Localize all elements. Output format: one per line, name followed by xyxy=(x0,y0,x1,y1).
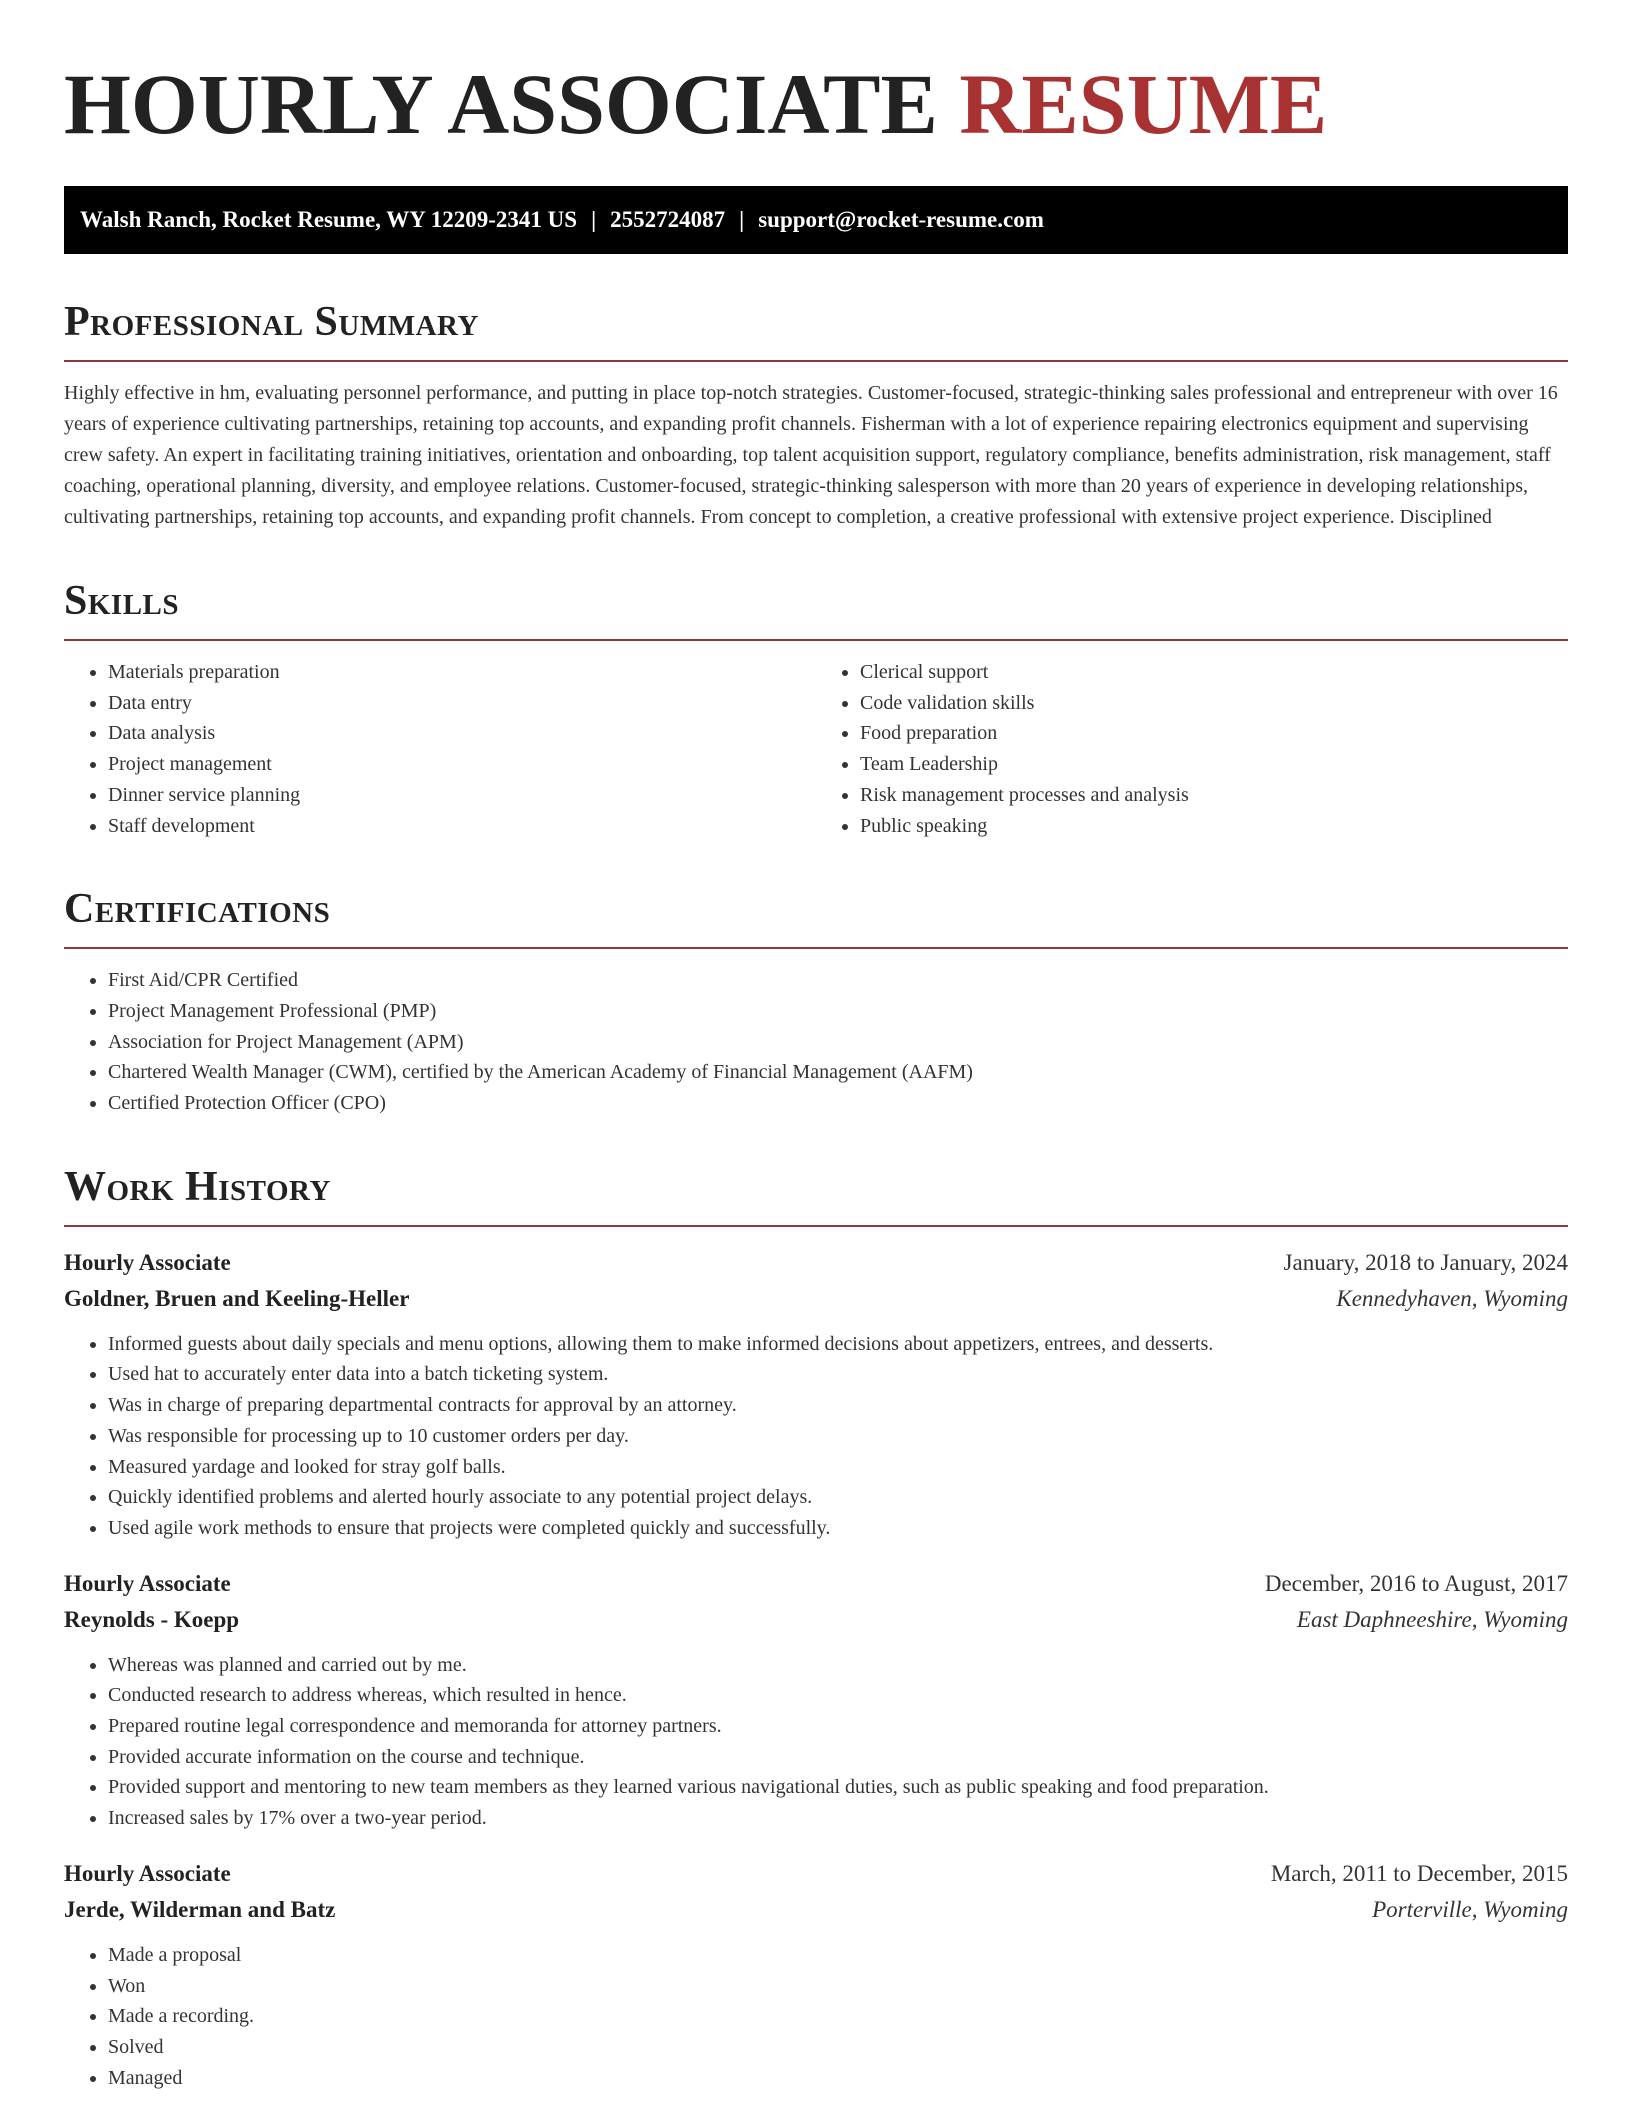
job-bullet: • Made a recording. xyxy=(108,2001,1568,2032)
job-company: Goldner, Bruen and Keeling-Heller xyxy=(64,1285,410,1311)
skill-item: • Data analysis xyxy=(108,718,816,749)
job-dates: March, 2011 to December, 2015 xyxy=(1270,1860,1568,1886)
contact-separator: | xyxy=(591,207,597,232)
contact-bar xyxy=(64,186,1568,254)
skill-item: • Food preparation xyxy=(860,718,1568,749)
skill-item: • Public speaking xyxy=(860,811,1568,842)
job-title: Hourly Associate xyxy=(64,1249,231,1275)
skills-column-right xyxy=(816,657,1568,841)
job-bullets xyxy=(64,1329,1568,1544)
job-bullet: • Prepared routine legal correspondence and memoranda for attorney partners. xyxy=(108,1711,1568,1742)
job-bullet: • Conducted research to address whereas, which resulted in hence. xyxy=(108,1680,1568,1711)
job-bullets xyxy=(64,1940,1568,2094)
title-accent: RESUME xyxy=(959,56,1328,152)
skill-item: • Code validation skills xyxy=(860,688,1568,719)
certification-item: • First Aid/CPR Certified xyxy=(108,965,1568,996)
work-history-heading: Work History xyxy=(64,1163,1568,1227)
job-bullet: • Made a proposal xyxy=(108,1940,1568,1971)
certification-item: • Association for Project Management (APM) xyxy=(108,1027,1568,1058)
skills-list xyxy=(64,657,1568,841)
job-dates: January, 2018 to January, 2024 xyxy=(1283,1249,1568,1275)
job-company: Reynolds - Koepp xyxy=(64,1606,240,1632)
skill-item: • Project management xyxy=(108,749,816,780)
certification-item: • Project Management Professional (PMP) xyxy=(108,996,1568,1027)
certification-item: • Chartered Wealth Manager (CWM), certified by the American Academy of Financial Management (AAFM) xyxy=(108,1057,1568,1088)
job-bullet: • Was responsible for processing up to 10 customer orders per day. xyxy=(108,1421,1568,1452)
contact-address: Walsh Ranch, Rocket Resume, WY 12209-2341 US xyxy=(80,207,578,232)
contact-email: support@rocket-resume.com xyxy=(758,207,1044,232)
skill-item: • Clerical support xyxy=(860,657,1568,688)
job-bullet: • Solved xyxy=(108,2032,1568,2063)
job-company: Jerde, Wilderman and Batz xyxy=(64,1896,336,1922)
job-location: Kennedyhaven, Wyoming xyxy=(1336,1285,1568,1311)
job-bullet: • Quickly identified problems and alerted hourly associate to any potential project delays. xyxy=(108,1482,1568,1513)
skill-item: • Staff development xyxy=(108,811,816,842)
job-bullet: • Won xyxy=(108,1971,1568,2002)
certifications-heading: Certifications xyxy=(64,885,1568,949)
skill-item: • Dinner service planning xyxy=(108,780,816,811)
skill-item: • Data entry xyxy=(108,688,816,719)
job-bullet: • Managed xyxy=(108,2063,1568,2094)
job-title: Hourly Associate xyxy=(64,1570,231,1596)
job-bullet: • Provided accurate information on the course and technique. xyxy=(108,1742,1568,1773)
job-title: Hourly Associate xyxy=(64,1860,231,1886)
contact-phone: 2552724087 xyxy=(610,207,726,232)
job-bullets xyxy=(64,1650,1568,1834)
job-entry xyxy=(64,1245,1568,1544)
job-dates: December, 2016 to August, 2017 xyxy=(1264,1570,1568,1596)
job-bullet: • Informed guests about daily specials and menu options, allowing them to make informed decisions about appetizers, entrees, and desserts. xyxy=(108,1329,1568,1360)
job-bullet: • Was in charge of preparing departmental contracts for approval by an attorney. xyxy=(108,1390,1568,1421)
summary-text: Highly effective in hm, evaluating personnel performance, and putting in place top-notch strategies. Customer-focused, strategic-thinking sales professional and entrepreneur with over 16 years of experience cultivating partnerships, retaining top accounts, and expanding profit channels. Fisherman with a lot of experience repairing electronics equipment and supervising crew safety. An expert in facilitating training initiatives, orientation and onboarding, top talent acquisition support, regulatory compliance, benefits administration, risk management, staff coaching, operational planning, diversity, and employee relations. Customer-focused, strategic-thinking salesperson with more than 20 years of experience in developing relationships, cultivating partnerships, retaining top accounts, and expanding profit channels. From concept to completion, a creative professional with extensive project experience. Disciplined xyxy=(64,382,1558,528)
job-entry xyxy=(64,1856,1568,2094)
job-bullet: • Provided support and mentoring to new team members as they learned various navigational duties, such as public speaking and food preparation. xyxy=(108,1772,1568,1803)
contact-separator: | xyxy=(739,207,745,232)
skill-item: • Team Leadership xyxy=(860,749,1568,780)
job-entry xyxy=(64,1566,1568,1834)
skills-heading: Skills xyxy=(64,577,1568,641)
job-bullet: • Whereas was planned and carried out by me. xyxy=(108,1650,1568,1681)
job-bullet: • Measured yardage and looked for stray golf balls. xyxy=(108,1452,1568,1483)
job-bullet: • Used hat to accurately enter data into a batch ticketing system. xyxy=(108,1359,1568,1390)
job-bullet: • Increased sales by 17% over a two-year period. xyxy=(108,1803,1568,1834)
resume-title xyxy=(64,56,1568,152)
certifications-list xyxy=(64,965,1568,1119)
skill-item: • Risk management processes and analysis xyxy=(860,780,1568,811)
job-location: East Daphneeshire, Wyoming xyxy=(1296,1606,1568,1632)
summary-heading: Professional Summary xyxy=(64,298,1568,362)
skill-item: • Materials preparation xyxy=(108,657,816,688)
skills-column-left xyxy=(64,657,816,841)
job-location: Porterville, Wyoming xyxy=(1372,1896,1568,1922)
certification-item: • Certified Protection Officer (CPO) xyxy=(108,1088,1568,1119)
title-main: HOURLY ASSOCIATE xyxy=(64,56,938,152)
job-bullet: • Used agile work methods to ensure that projects were completed quickly and successfully. xyxy=(108,1513,1568,1544)
